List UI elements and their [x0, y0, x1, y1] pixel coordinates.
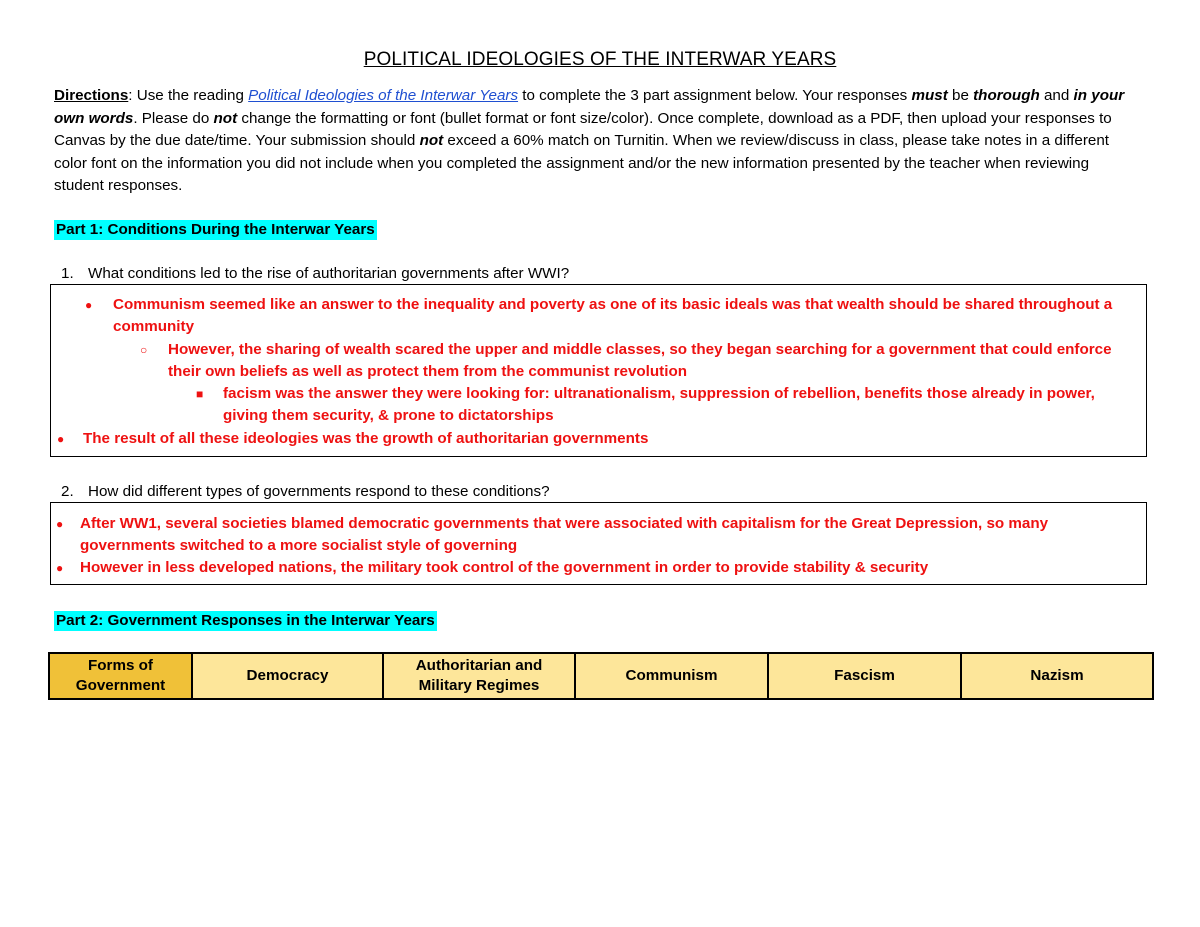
- bullet-circle-icon: ○: [140, 343, 148, 357]
- directions-paragraph: [54, 85, 1139, 198]
- emphasis-thorough: thorough: [973, 87, 1040, 104]
- answer-bullet: [196, 383, 1138, 428]
- directions-text: be: [947, 87, 974, 104]
- directions-text: . Please do: [133, 109, 214, 127]
- page-title: POLITICAL IDEOLOGIES OF THE INTERWAR YEARS: [363, 49, 837, 70]
- table-header-forms-of-government: Forms of Government: [49, 653, 192, 699]
- answer-bullet: [56, 557, 1120, 579]
- table-header-fascism: Fascism: [768, 653, 961, 699]
- answer-text: The result of all these ideologies was the growth of authoritarian governments: [83, 430, 649, 447]
- table-header-row: [49, 653, 1153, 699]
- emphasis-not: not: [213, 109, 238, 127]
- answer-text: However in less developed nations, the military took control of the government in order to provide stability & security: [80, 559, 929, 576]
- emphasis-not: not: [419, 132, 444, 149]
- question-2: [61, 482, 550, 502]
- directions-text: and: [1039, 87, 1074, 104]
- bullet-disc-icon: ●: [56, 561, 64, 575]
- answer-bullet: [57, 428, 1123, 450]
- answer-bullet: [85, 294, 1123, 339]
- answer-text: However, the sharing of wealth scared the upper and middle classes, so they began searching for a government that could enforce their own beliefs as well as protect them from the communist revolution: [168, 341, 1112, 381]
- directions-text: : Use the reading: [128, 87, 249, 104]
- answer-bullet: [140, 339, 1123, 384]
- reading-link[interactable]: Political Ideologies of the Interwar Years: [248, 87, 519, 104]
- bullet-disc-icon: ●: [57, 432, 65, 446]
- table-header-nazism: Nazism: [961, 653, 1153, 699]
- emphasis-own-words: in your own words: [54, 87, 1125, 127]
- table-header-communism: Communism: [575, 653, 768, 699]
- directions-text: to complete the 3 part assignment below. Your responses: [518, 87, 912, 104]
- directions-text: change the formatting or font (bullet format or font size/color). Once complete, download as a PDF, then upload your responses to Canvas by the due date/time. Your submission should: [54, 109, 1112, 149]
- answer-bullet: [56, 513, 1120, 558]
- answer-text: After WW1, several societies blamed democratic governments that were associated with capitalism for the Great Depression, so many governments switched to a more socialist style of governing: [80, 515, 1049, 555]
- question-number: 1.: [61, 265, 74, 282]
- bullet-disc-icon: ●: [85, 298, 93, 312]
- bullet-square-icon: ■: [196, 387, 204, 401]
- question-text: What conditions led to the rise of authoritarian governments after WWI?: [88, 265, 570, 282]
- table-header-authoritarian: Authoritarian and Military Regimes: [383, 653, 575, 699]
- part1-heading: Part 1: Conditions During the Interwar Years: [56, 221, 375, 238]
- question-1: [61, 264, 569, 284]
- bullet-disc-icon: ●: [56, 517, 64, 531]
- answer-text: facism was the answer they were looking for: ultranationalism, suppression of rebellion, benefits those already in power, giving them security, & prone to dictatorships: [223, 385, 1095, 425]
- part2-heading: Part 2: Government Responses in the Interwar Years: [56, 612, 435, 629]
- question-number: 2.: [61, 483, 74, 500]
- emphasis-must: must: [911, 87, 948, 104]
- directions-label: Directions: [54, 87, 129, 104]
- table-header-democracy: Democracy: [192, 653, 383, 699]
- government-forms-table: [48, 652, 1154, 700]
- directions-text: exceed a 60% match on Turnitin. When we review/discuss in class, please take notes in a different color font on the information you did not include when you completed the assignment and/or the new information presented by the teacher when reviewing student responses.: [54, 132, 1109, 194]
- answer-text: Communism seemed like an answer to the inequality and poverty as one of its basic ideals was that wealth should be shared throughout a community: [113, 296, 1113, 336]
- question-text: How did different types of governments respond to these conditions?: [88, 483, 550, 500]
